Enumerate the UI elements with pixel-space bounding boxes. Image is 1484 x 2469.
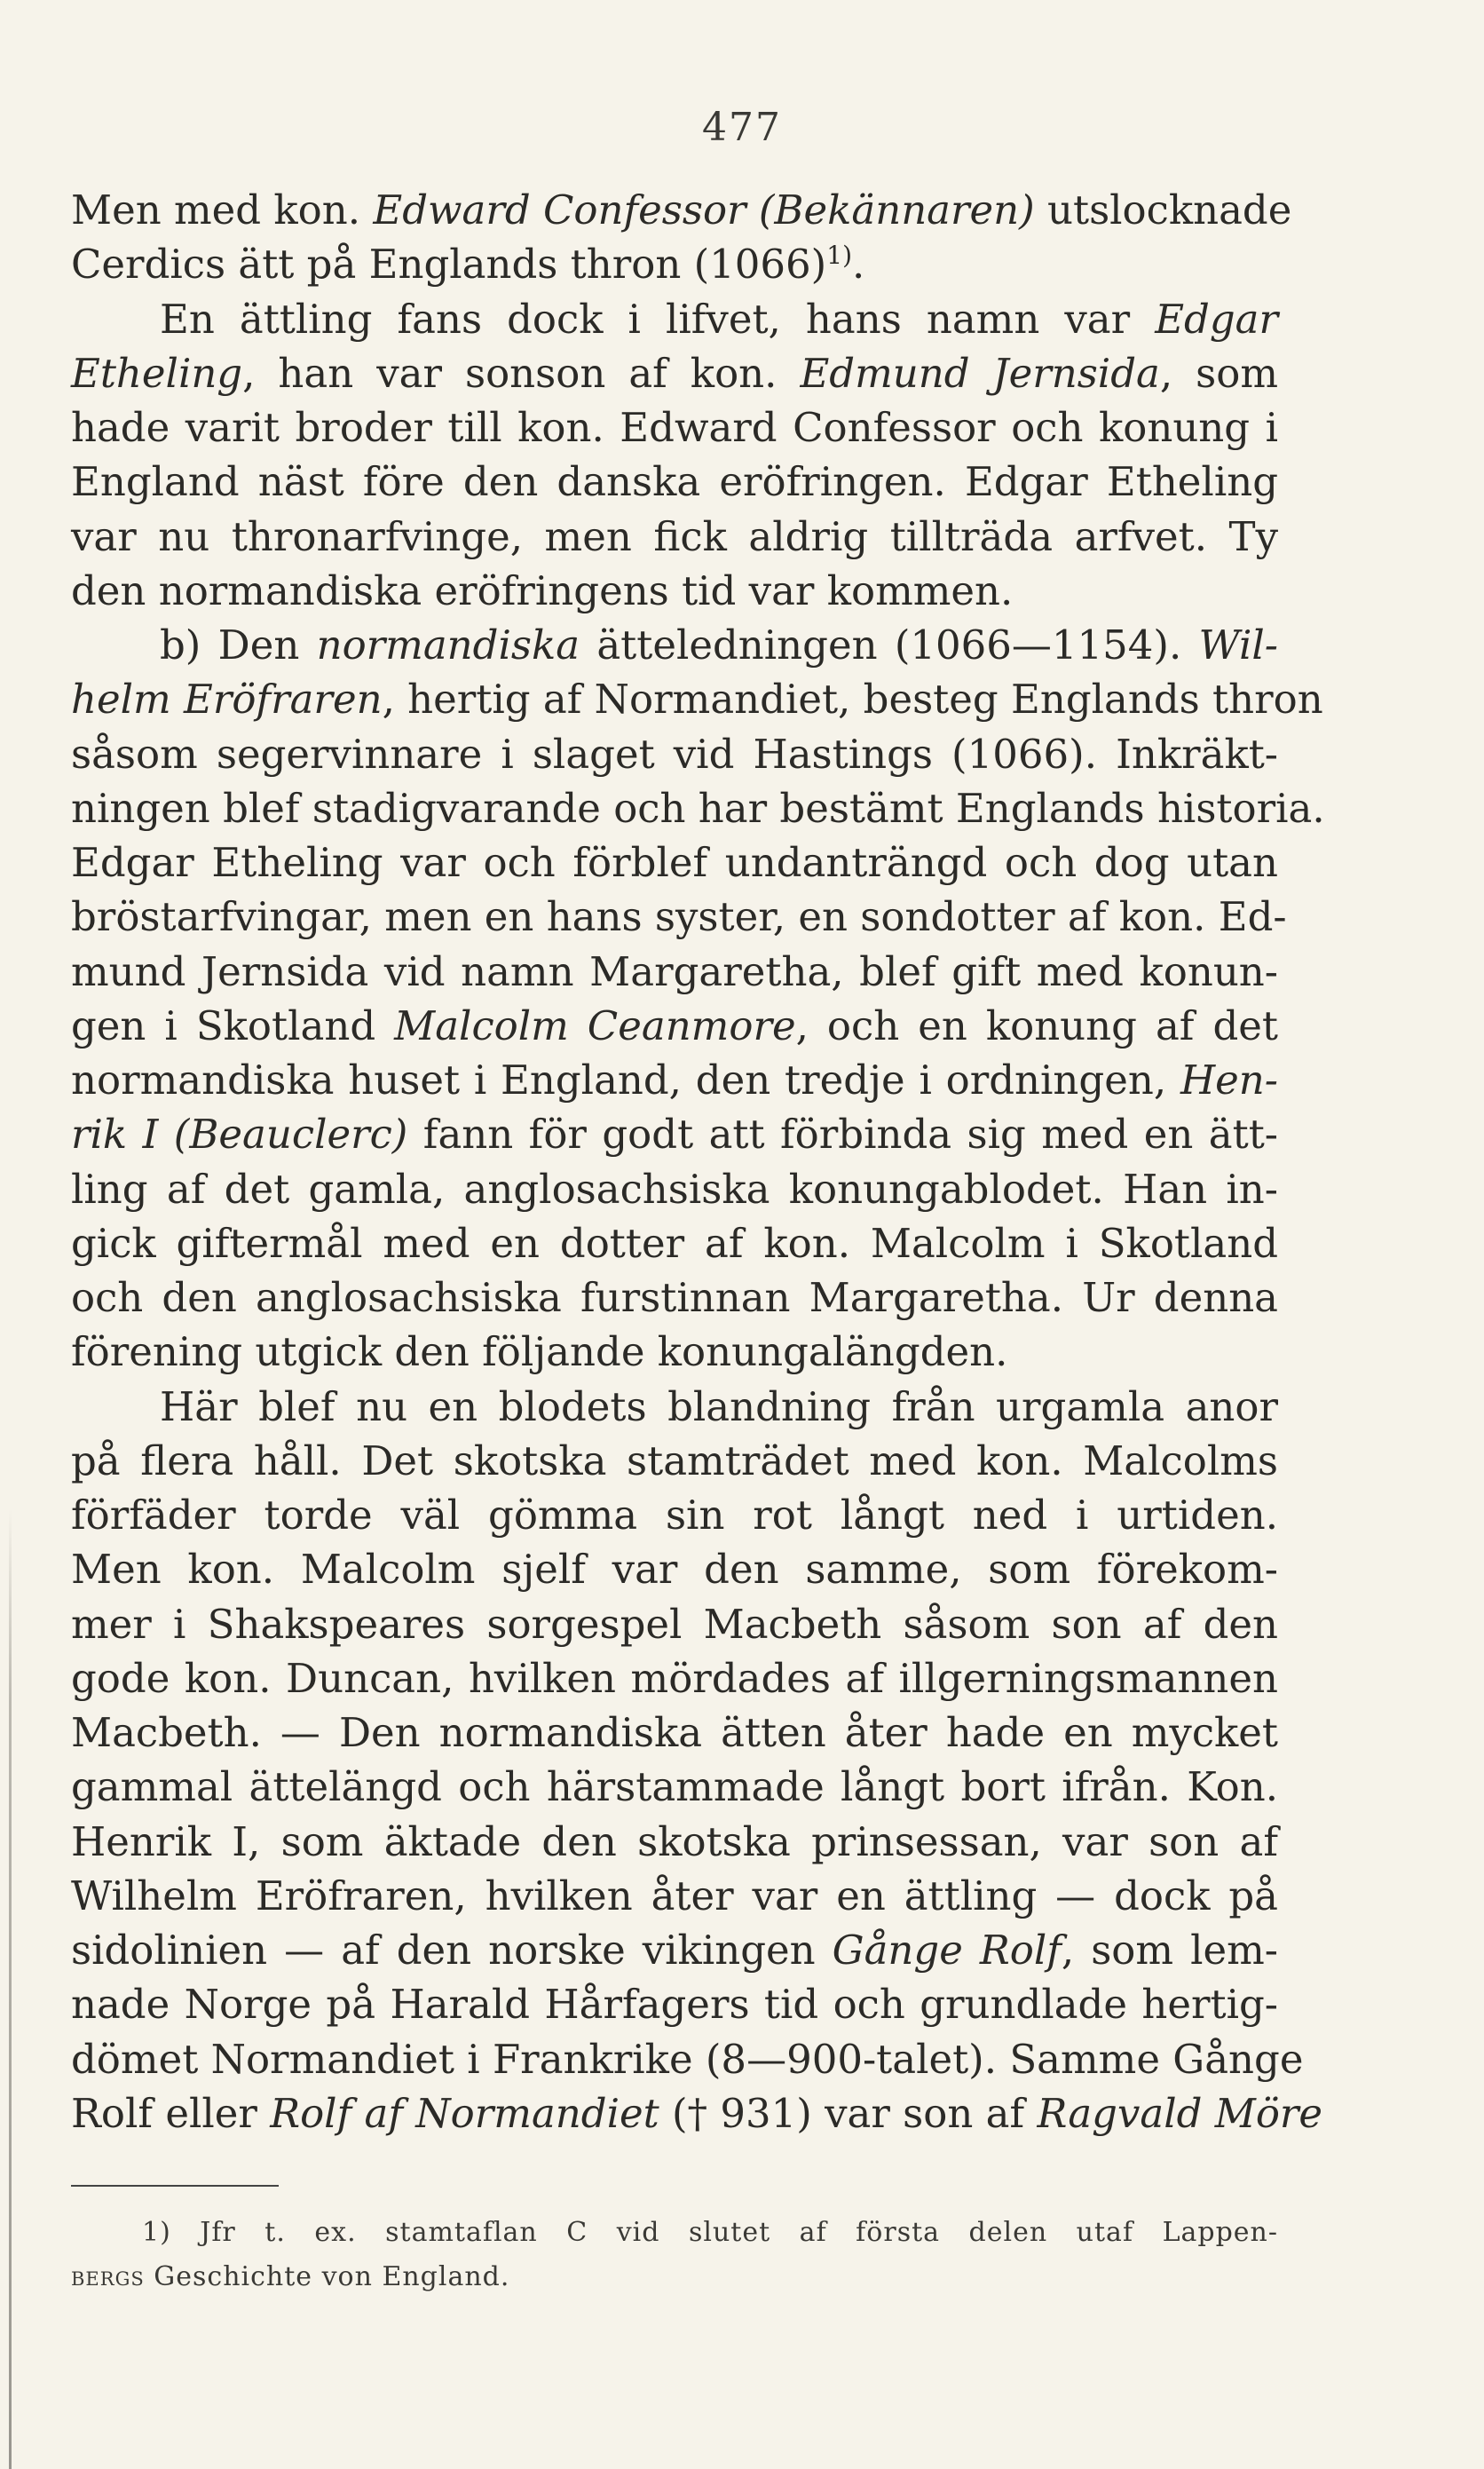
text-run: sidolinien — af den norske vikingen: [71, 1927, 833, 1974]
text-run: ätteledningen (1066—1154).: [580, 621, 1199, 669]
text-line: [71, 781, 1325, 835]
footnotes: [71, 2211, 1278, 2299]
text-line: [71, 1597, 1278, 1651]
text-run: var nu thronarfvinge, men fick aldrig tillträda arfvet. Ty: [71, 512, 1278, 560]
text-line: [71, 183, 1292, 237]
text-run: Wilhelm Eröfraren, hvilken åter var en ättling — dock på: [71, 1872, 1278, 1919]
text-line: [71, 1869, 1278, 1923]
italic-text-run: Gånge Rolf: [832, 1927, 1062, 1974]
italic-text-run: Malcolm Ceanmore: [394, 1001, 796, 1049]
text-line: [71, 999, 1278, 1053]
italic-text-run: Edgar: [1155, 295, 1278, 343]
text-line: [71, 1380, 1278, 1434]
page-edge-shadow: [9, 1509, 12, 2469]
text-run: , och en konung af det: [795, 1001, 1278, 1049]
text-run: och den anglosachsiska furstinnan Margaretha. Ur denna: [71, 1274, 1278, 1321]
text-line: [71, 1053, 1278, 1107]
footnote-divider: [71, 2185, 279, 2187]
text-line: [71, 2086, 1323, 2141]
text-run: , han var sonson af kon.: [242, 349, 801, 397]
text-line: [71, 1651, 1278, 1705]
footnote-line-2: [71, 2255, 1278, 2299]
footnote-author-smallcaps: bergs: [71, 2261, 145, 2292]
text-line: [71, 1488, 1278, 1542]
footnote-marker: 1): [826, 241, 852, 271]
italic-text-run: Edmund Jernsida: [800, 349, 1160, 397]
italic-text-run: rik I (Beauclerc): [71, 1111, 408, 1159]
italic-text-run: Etheling: [71, 349, 243, 397]
text-run: ningen blef stadigvarande och har bestämt Englands historia.: [71, 784, 1325, 832]
text-line: [71, 346, 1278, 400]
text-line: [71, 835, 1278, 890]
text-line: [71, 1977, 1278, 2031]
footnote-line-1: 1) Jfr t. ex. stamtaflan C vid slutet af första delen utaf Lappen-: [142, 2217, 1278, 2248]
paragraph-2: [71, 292, 1278, 619]
text-run: , hertig af Normandiet, besteg Englands thron: [382, 676, 1323, 724]
text-run: fann för godt att förbinda sig med en ätt-: [407, 1111, 1279, 1159]
text-run: på flera håll. Det skotska stamträdet med kon. Malcolms: [71, 1436, 1278, 1484]
text-run: förfäder torde väl gömma sin rot långt ned i urtiden.: [71, 1492, 1278, 1539]
text-run: , som: [1159, 349, 1279, 397]
italic-text-run: normandiska: [316, 621, 580, 669]
text-run: Men kon. Malcolm sjelf var den samme, som förekom-: [71, 1546, 1278, 1594]
text-run: b) Den: [160, 621, 317, 669]
text-run: Henrik I, som äktade den skotska prinsessan, var son af: [71, 1817, 1278, 1865]
text-line: [71, 1542, 1278, 1596]
text-run: Här blef nu en blodets blandning från urgamla anor: [160, 1382, 1278, 1430]
text-line: [71, 945, 1278, 999]
footnote-line-2-rest: Geschichte von England.: [144, 2261, 510, 2292]
text-line: [71, 890, 1287, 944]
text-run: Men med kon.: [71, 186, 374, 233]
text-line: [71, 400, 1278, 455]
text-run: .: [852, 241, 865, 289]
text-run: bröstarfvingar, men en hans syster, en sondotter af kon. Ed-: [71, 893, 1287, 941]
text-line: [71, 510, 1278, 564]
italic-text-run: Hen-: [1180, 1056, 1278, 1104]
text-line: [71, 455, 1278, 509]
text-line: [71, 727, 1278, 781]
text-line: [71, 672, 1323, 726]
text-run: gode kon. Duncan, hvilken mördades af illgerningsmannen: [71, 1654, 1278, 1702]
text-line: [71, 2032, 1304, 2086]
body-text: [71, 183, 1325, 2141]
page-number: 477: [702, 105, 782, 150]
italic-text-run: Ragvald Möre: [1037, 2089, 1323, 2137]
italic-text-run: helm Eröfraren: [71, 676, 383, 724]
italic-text-run: Wil-: [1198, 621, 1278, 669]
text-run: förening utgick den följande konungalängden.: [71, 1328, 1008, 1376]
italic-text-run: Edward Confessor (Bekännaren): [373, 186, 1035, 233]
text-line: [71, 564, 1278, 618]
paragraph-1: [71, 183, 1292, 292]
text-line: [71, 237, 1278, 291]
text-run: († 931) var son af: [659, 2089, 1038, 2137]
text-line: [71, 1325, 1278, 1379]
text-line: [71, 292, 1278, 346]
text-line: [71, 1162, 1278, 1216]
text-run: mer i Shakspeares sorgespel Macbeth såsom son af den: [71, 1600, 1278, 1648]
text-run: den normandiska eröfringens tid var kommen.: [71, 566, 1014, 614]
text-line: [71, 1815, 1278, 1869]
text-line: [71, 1923, 1278, 1977]
paragraph-3: [71, 618, 1325, 1380]
text-run: Cerdics ätt på Englands thron (1066): [71, 241, 827, 289]
text-line: [71, 1705, 1278, 1760]
text-line: [71, 1434, 1278, 1488]
text-run: England näst före den danska eröfringen. Edgar Etheling: [71, 458, 1278, 506]
text-run: , som lem-: [1061, 1927, 1278, 1974]
text-run: gammal ättelängd och härstammade långt bort ifrån. Kon.: [71, 1763, 1278, 1811]
text-run: mund Jernsida vid namn Margaretha, blef gift med konun-: [71, 947, 1278, 995]
text-run: gen i Skotland: [71, 1001, 395, 1049]
text-run: ling af det gamla, anglosachsiska konungablodet. Han in-: [71, 1165, 1278, 1213]
paragraph-4: [71, 1380, 1323, 2141]
text-line: [71, 1107, 1278, 1161]
text-run: hade varit broder till kon. Edward Confessor och konung i: [71, 404, 1278, 451]
text-run: En ättling fans dock i lifvet, hans namn var: [160, 295, 1156, 343]
text-line: [71, 1270, 1278, 1325]
text-run: normandiska huset i England, den tredje i ordningen,: [71, 1056, 1180, 1104]
text-run: nade Norge på Harald Hårfagers tid och grundlade hertig-: [71, 1981, 1278, 2029]
text-run: Rolf eller: [71, 2089, 271, 2137]
text-line: [71, 618, 1278, 672]
text-run: utslocknade: [1034, 186, 1292, 233]
text-run: gick giftermål med en dotter af kon. Malcolm i Skotland: [71, 1219, 1278, 1267]
text-line: [71, 1216, 1278, 1270]
text-run: såsom segervinnare i slaget vid Hastings (1066). Inkräkt-: [71, 730, 1278, 778]
italic-text-run: Rolf af Normandiet: [270, 2089, 659, 2137]
text-run: Edgar Etheling var och förblef undanträngd och dog utan: [71, 839, 1278, 886]
text-run: dömet Normandiet i Frankrike (8—900-talet). Samme Gånge: [71, 2035, 1304, 2083]
text-run: Macbeth. — Den normandiska ätten åter hade en mycket: [71, 1709, 1278, 1756]
text-line: [71, 1760, 1278, 1814]
